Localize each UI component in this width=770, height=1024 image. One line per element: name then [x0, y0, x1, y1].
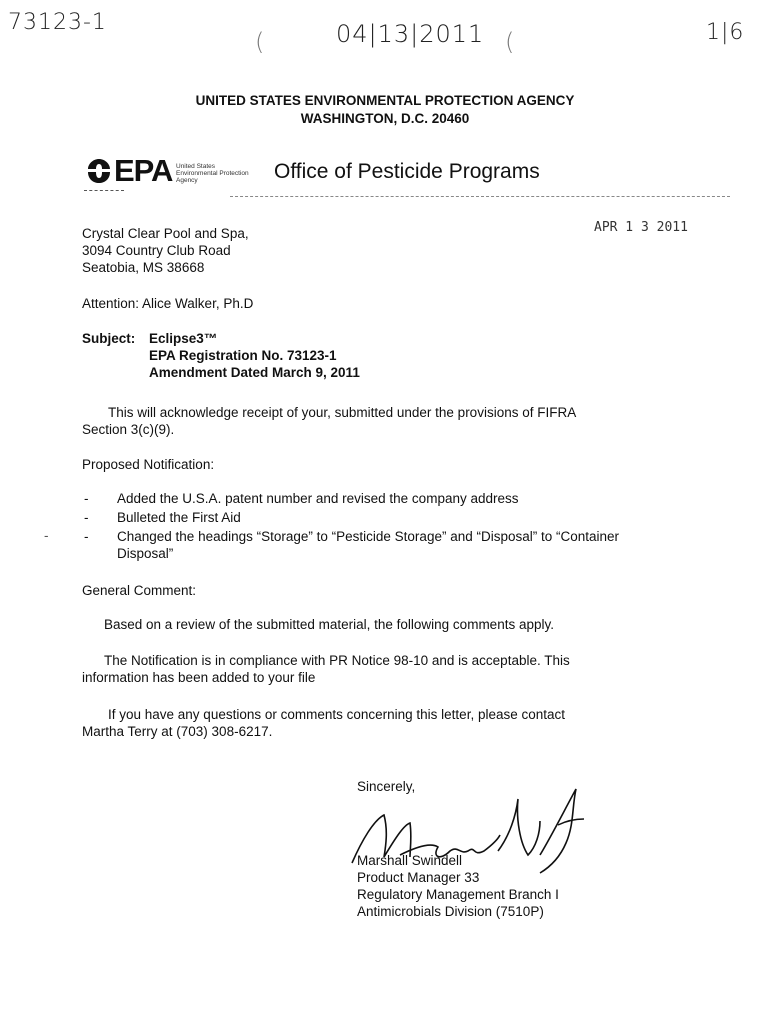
contact-line-1: If you have any questions or comments concerning this letter, please contact — [108, 707, 566, 722]
recipient-line-3: Seatobia, MS 38668 — [82, 260, 205, 275]
recipient-line-2: 3094 Country Club Road — [82, 243, 231, 258]
contact-paragraph — [82, 706, 652, 740]
date-stamp: APR 1 3 2011 — [594, 220, 688, 235]
subject-label: Subject: — [82, 331, 136, 346]
proposed-label: Proposed Notification: — [82, 457, 215, 472]
epa-logo-sub1: United States — [176, 163, 216, 170]
subject-line-1: Eclipse3™ — [149, 331, 218, 346]
list-item-text: Bulleted the First Aid — [117, 510, 241, 525]
attention-line: Attention: Alice Walker, Ph.D — [82, 296, 254, 311]
review-paragraph: Based on a review of the submitted material, the following comments apply. — [104, 617, 554, 632]
margin-dash: - — [44, 528, 49, 543]
subject-block — [149, 330, 360, 381]
general-comment-label: General Comment: — [82, 583, 197, 598]
agency-name: UNITED STATES ENVIRONMENTAL PROTECTION AGENCY — [195, 93, 575, 108]
intro-paragraph — [82, 404, 642, 438]
handwritten-paren-left: ( — [255, 28, 266, 56]
recipient-address — [82, 225, 249, 276]
recipient-line-1: Crystal Clear Pool and Spa, — [82, 226, 249, 241]
list-item-text: Added the U.S.A. patent number and revised the company address — [117, 491, 519, 506]
intro-line-2: Section 3(c)(9). — [82, 422, 175, 437]
logo-rule-2 — [230, 196, 730, 197]
signer-name: Marshall Swindell — [357, 853, 463, 868]
epa-logo-sub3: Agency — [176, 177, 198, 184]
closing: Sincerely, — [357, 779, 416, 794]
intro-line-1: This will acknowledge receipt of your, submitted under the provisions of FIFRA — [108, 405, 577, 420]
epa-logo-mark: EPA — [114, 153, 173, 188]
signature-block — [357, 852, 559, 920]
epa-logo-sub2: Environmental Protection — [176, 170, 249, 177]
handwritten-reg-ref: 73123-1 — [8, 10, 107, 35]
agency-location: WASHINGTON, D.C. 20460 — [300, 111, 470, 126]
epa-logo-subtext — [176, 163, 249, 184]
office-name: Office of Pesticide Programs — [274, 160, 540, 183]
subject-line-3: Amendment Dated March 9, 2011 — [149, 365, 360, 380]
list-item: - Changed the headings “Storage” to “Pesticide Storage” and “Disposal” to “Container Disposal” — [84, 529, 620, 561]
subject-line-2: EPA Registration No. 73123-1 — [149, 348, 337, 363]
handwritten-paren-right: ( — [505, 28, 516, 56]
handwritten-date: 04|13|2011 — [336, 20, 485, 48]
notification-line-2: information has been added to your file — [82, 670, 316, 685]
epa-flower-icon — [84, 156, 114, 186]
signer-branch: Regulatory Management Branch I — [357, 887, 559, 902]
list-item: - Added the U.S.A. patent number and revised the company address — [84, 491, 519, 506]
handwritten-page-number: 1|6 — [706, 20, 745, 45]
signer-division: Antimicrobials Division (7510P) — [357, 904, 544, 919]
list-item-text: Changed the headings “Storage” to “Pesticide Storage” and “Disposal” to “Container Disposal” — [117, 529, 620, 561]
notification-paragraph — [82, 652, 652, 686]
logo-rule-1 — [84, 190, 124, 191]
list-item: - Bulleted the First Aid — [84, 510, 241, 525]
contact-line-2: Martha Terry at (703) 308-6217. — [82, 724, 273, 739]
notification-list — [84, 490, 624, 564]
notification-line-1: The Notification is in compliance with PR Notice 98-10 and is acceptable. This — [104, 653, 570, 668]
signer-title: Product Manager 33 — [357, 870, 480, 885]
